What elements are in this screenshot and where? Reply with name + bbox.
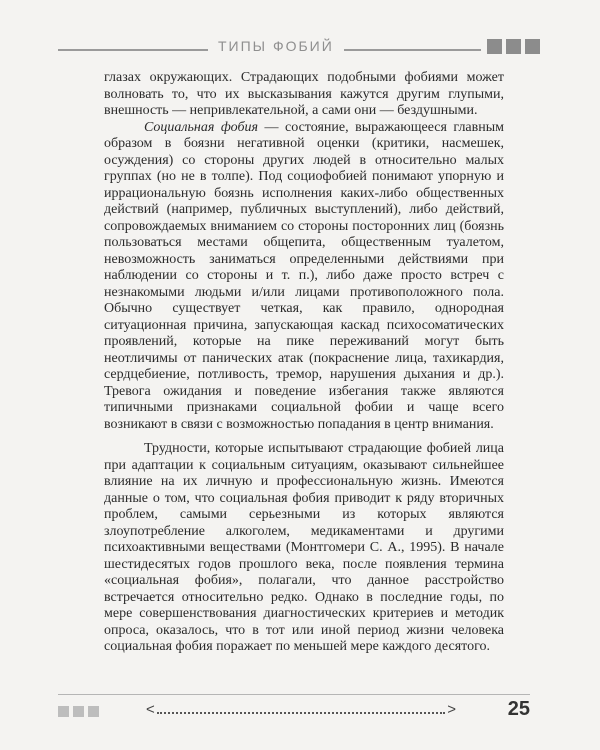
paragraph-social-phobia-text: состояние, выражающееся главным образом в боязни негативной оценки (критики, насмешек, осуждения) со стороны других людей в относительно малых группах (но не в толпе). Под социофобией понимают упорную и иррациональную боязнь исполнения каких-либо общественных действий (например, публичных выступлений), либо действий, сопровождаемых вниманием со стороны посторонних лиц (боязнь пользоваться местами общепита, общественным туалетом, невозможность заниматься определенными действиями при наблюдении со стороны и т. п.), либо даже просто встреч с незнакомыми людьми и/или лицами противоположного пола. Обычно существует четкая, как правило, однородная ситуационная причина, запускающая каскад психосоматических проявлений, которые на пике переживаний могут быть неотличимы от панических атак (покраснение лица, тахикардия, сердцебиение, потливость, тремор, нарушения дыхания и др.). Тревога ожидания и поведение избегания также являются типичными признаками социальной фобии и чаще всего возникают в связи с возможностью попадания в центр внимания. bbox=[104, 119, 505, 432]
running-title: ТИПЫ ФОБИЙ bbox=[208, 38, 344, 54]
term-dash: — bbox=[258, 119, 286, 135]
page-footer bbox=[58, 690, 530, 730]
page-header bbox=[58, 38, 540, 58]
square-icon bbox=[506, 39, 521, 54]
term-social-phobia: Социальная фобия bbox=[144, 119, 258, 135]
footer-squares-decoration bbox=[58, 706, 99, 717]
square-icon bbox=[525, 39, 540, 54]
header-squares-decoration bbox=[481, 39, 540, 54]
page-body bbox=[104, 70, 504, 656]
footer-rule bbox=[58, 694, 530, 695]
paragraph-social-phobia bbox=[104, 120, 504, 434]
square-icon bbox=[58, 706, 69, 717]
paragraph-difficulties: Трудности, которые испытывают страдающие фобией лица при адаптации к социальным ситуациям, оказывают сильнейшее влияние на их личную и профессиональную жизнь. Имеются данные о том, что социальная фобия приводит к ряду вторичных проблем, самыми серьезными из которых являются злоупотребление алкоголем, медикаментами и другими психоактивными веществами (Монтгомери С. А., 1995). В начале шестидесятых годов прошлого века, после появления термина «социальная фобия», полагали, что данное расстройство встречается относительно редко. Однако в последние годы, по мере совершенствования диагностических критериев и методик опроса, оказалось, что в тот или иной период жизни человека социальная фобия поражает по меньшей мере каждого десятого. bbox=[104, 441, 504, 654]
square-icon bbox=[487, 39, 502, 54]
square-icon bbox=[88, 706, 99, 717]
page-number: 25 bbox=[507, 698, 530, 720]
footer-navigation bbox=[146, 701, 456, 718]
nav-previous-arrow[interactable]: < bbox=[146, 701, 155, 718]
nav-next-arrow[interactable]: > bbox=[447, 701, 456, 718]
square-icon bbox=[73, 706, 84, 717]
nav-dotted-line bbox=[157, 712, 445, 714]
paragraph-continued: глазах окружающих. Страдающих подобными фобиями может волновать то, что их высказывания кажутся другим глупыми, внешность — непривлекательной, а сами они — бездушными. bbox=[104, 70, 504, 118]
